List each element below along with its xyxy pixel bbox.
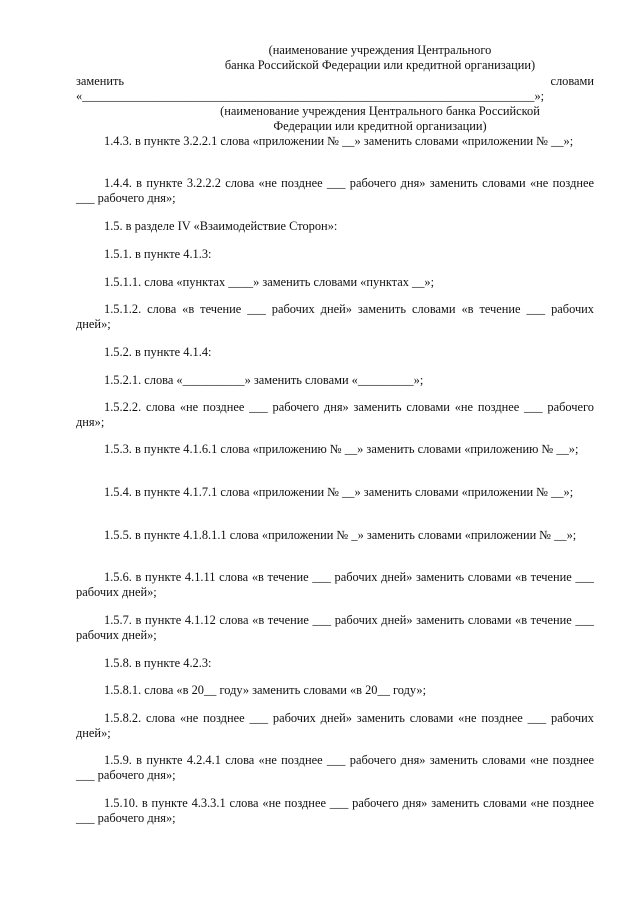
paragraph-1-5-1-1: 1.5.1.1. слова «пунктах ____» заменить словами «пунктах __»;: [104, 275, 435, 289]
caption-institution-2-line-1: (наименование учреждения Центрального банка Российской: [220, 104, 540, 118]
caption-institution-line-2: банка Российской Федерации или кредитной организации): [224, 58, 536, 72]
words-word: словами: [550, 74, 594, 88]
paragraph-1-5-6: 1.5.6. в пункте 4.1.11 слова «в течение ___ рабочих дней» заменить словами «в течение ___ рабочих дней»;: [76, 570, 594, 599]
paragraph-1-5-10: 1.5.10. в пункте 4.3.3.1 слова «не позднее ___ рабочего дня» заменить словами «не позднее ___ рабочего дня»;: [76, 796, 594, 825]
paragraph-1-5-9: 1.5.9. в пункте 4.2.4.1 слова «не позднее ___ рабочего дня» заменить словами «не позднее ___ рабочего дня»;: [76, 753, 594, 782]
paragraph-1-5-3: 1.5.3. в пункте 4.1.6.1 слова «приложению № __» заменить словами «приложению № __»;: [104, 442, 579, 456]
paragraph-1-5-2-1: 1.5.2.1. слова «__________» заменить словами «_________»;: [104, 373, 424, 387]
replace-word: заменить: [76, 74, 125, 88]
blank-quote-line: «_________________________________________________________________________»;: [76, 89, 545, 103]
replace-words-row: [76, 74, 594, 89]
paragraph-1-5-8-1: 1.5.8.1. слова «в 20__ году» заменить словами «в 20__ году»;: [104, 683, 427, 697]
paragraph-1-5: 1.5. в разделе IV «Взаимодействие Сторон»:: [104, 219, 338, 233]
paragraph-1-5-8-2: 1.5.8.2. слова «не позднее ___ рабочих дней» заменить словами «не позднее ___ рабочих дней»;: [76, 711, 594, 740]
paragraph-1-5-7: 1.5.7. в пункте 4.1.12 слова «в течение ___ рабочих дней» заменить словами «в течение ___ рабочих дней»;: [76, 613, 594, 642]
paragraph-1-4-3: 1.4.3. в пункте 3.2.2.1 слова «приложении № __» заменить словами «приложении № __»;: [104, 134, 574, 148]
paragraph-1-5-4: 1.5.4. в пункте 4.1.7.1 слова «приложении № __» заменить словами «приложении № __»;: [104, 485, 574, 499]
caption-institution-2-line-2: Федерации или кредитной организации): [273, 119, 487, 133]
paragraph-1-5-2: 1.5.2. в пункте 4.1.4:: [104, 345, 212, 359]
paragraph-1-5-2-2: 1.5.2.2. слова «не позднее ___ рабочего дня» заменить словами «не позднее ___ рабочего дня»;: [76, 400, 594, 429]
paragraph-1-5-1-2: 1.5.1.2. слова «в течение ___ рабочих дней» заменить словами «в течение ___ рабочих дней»;: [76, 302, 594, 331]
paragraph-1-5-8: 1.5.8. в пункте 4.2.3:: [104, 656, 212, 670]
paragraph-1-4-4: 1.4.4. в пункте 3.2.2.2 слова «не позднее ___ рабочего дня» заменить словами «не позднее ___ рабочего дня»;: [76, 176, 594, 205]
caption-institution-line-1: (наименование учреждения Центрального: [268, 43, 492, 57]
paragraph-1-5-5: 1.5.5. в пункте 4.1.8.1.1 слова «приложении № _» заменить словами «приложении № __»;: [104, 528, 577, 542]
paragraph-1-5-1: 1.5.1. в пункте 4.1.3:: [104, 247, 212, 261]
